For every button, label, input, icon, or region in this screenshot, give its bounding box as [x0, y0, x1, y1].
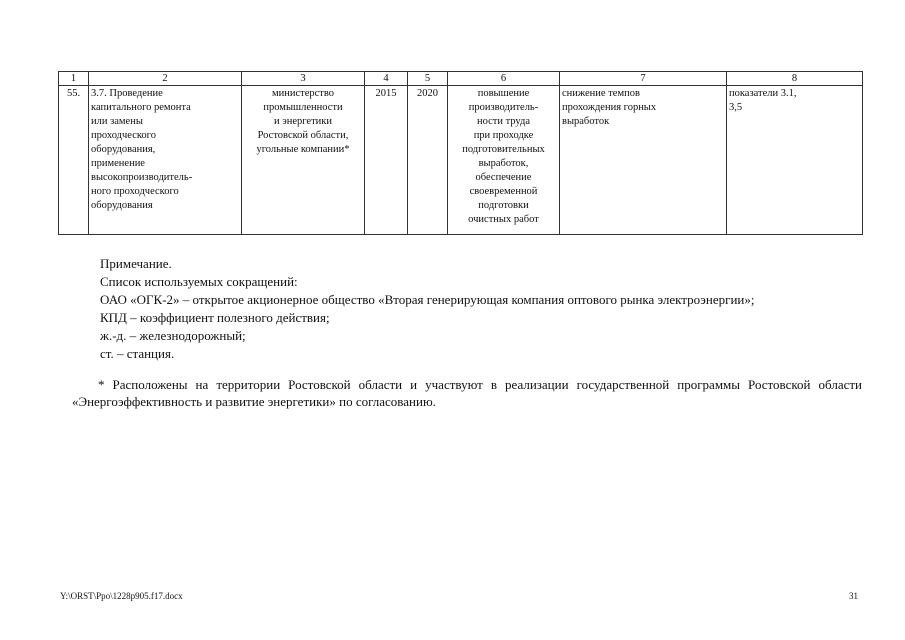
page-number: 31: [849, 591, 858, 601]
notes-title: Примечание.: [100, 256, 172, 271]
table-row: [59, 86, 863, 235]
col-header-8: 8: [727, 72, 863, 86]
indicators-cell: показатели 3.1, 3,5: [727, 86, 863, 235]
header-row: [59, 72, 863, 86]
col-header-7: 7: [560, 72, 727, 86]
end-year-cell: 2020: [408, 86, 448, 235]
col-header-4: 4: [365, 72, 408, 86]
col-header-1: 1: [59, 72, 89, 86]
col-header-5: 5: [408, 72, 448, 86]
abbreviations-title: Список используемых сокращений:: [100, 274, 298, 289]
measure-cell: 3.7. Проведение капитального ремонта или замены проходческого оборудования, применение высокопроизводитель- ного проходческого оборудования: [89, 86, 242, 235]
consequence-cell: снижение темпов прохождения горных выработок: [560, 86, 727, 235]
notes-section: [100, 255, 890, 363]
program-table: [58, 71, 863, 235]
footnote: * Расположены на территории Ростовской области и участвуют в реализации государственной программы Ростовской области «Энергоэффективность и развитие энергетики» по согласованию.: [72, 377, 862, 409]
executor-cell: министерство промышленности и энергетики Ростовской области, угольные компании*: [242, 86, 365, 235]
abbreviation-item: ж.-д. – железнодорожный;: [100, 328, 246, 343]
col-header-2: 2: [89, 72, 242, 86]
file-path: Y:\ORST\Ppo\1228p905.f17.docx: [60, 591, 183, 601]
abbreviation-item: ст. – станция.: [100, 346, 175, 361]
col-header-6: 6: [448, 72, 560, 86]
row-number: 55.: [59, 86, 89, 235]
result-cell: повышение производитель- ности труда при проходке подготовительных выработок, обеспечение своевременной подготовки очистных работ: [448, 86, 560, 235]
start-year-cell: 2015: [365, 86, 408, 235]
abbreviation-item: КПД – коэффициент полезного действия;: [100, 310, 330, 325]
abbreviation-item: ОАО «ОГК-2» – открытое акционерное общество «Вторая генерирующая компания оптового рынка электроэнергии»;: [100, 292, 755, 307]
col-header-3: 3: [242, 72, 365, 86]
